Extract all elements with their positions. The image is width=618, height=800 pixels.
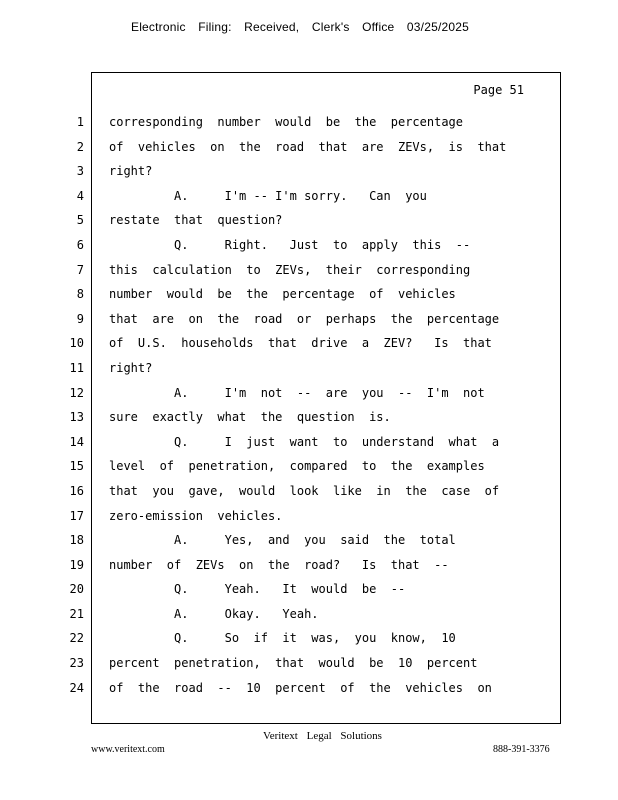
transcript-line: zero-emission vehicles. xyxy=(109,508,283,523)
page-number: Page 51 xyxy=(473,83,524,97)
line-number: 12 xyxy=(69,385,84,400)
line-number: 9 xyxy=(76,311,84,326)
transcript-lines xyxy=(109,110,549,700)
transcript-line: restate that question? xyxy=(109,213,283,228)
transcript-line: of U.S. households that drive a ZEV? Is that xyxy=(109,336,492,351)
line-number: 13 xyxy=(69,410,84,425)
line-number: 2 xyxy=(76,139,84,154)
transcript-line: percent penetration, that would be 10 percent xyxy=(109,656,478,671)
transcript-line: Q. So if it was, you know, 10 xyxy=(109,631,456,646)
line-number: 3 xyxy=(76,164,84,179)
transcript-line: corresponding number would be the percentage xyxy=(109,115,464,129)
line-number: 19 xyxy=(69,557,84,572)
transcript-line: Q. Yeah. It would be -- xyxy=(109,582,406,597)
line-number: 8 xyxy=(76,287,84,302)
line-number: 23 xyxy=(69,656,84,671)
line-number: 5 xyxy=(76,213,84,228)
line-number: 1 xyxy=(76,115,84,129)
transcript-line: A. Okay. Yeah. xyxy=(109,606,319,621)
line-number: 10 xyxy=(69,336,84,351)
footer-company: Veritext Legal Solutions xyxy=(263,730,382,742)
line-number: 20 xyxy=(69,582,84,597)
footer-website: www.veritext.com xyxy=(91,744,165,755)
line-number: 14 xyxy=(69,434,84,449)
transcript-line: Q. Right. Just to apply this -- xyxy=(109,237,471,252)
line-number-column xyxy=(0,110,84,700)
transcript-line: A. I'm -- I'm sorry. Can you xyxy=(109,188,427,203)
line-number: 17 xyxy=(69,508,84,523)
footer-phone: 888-391-3376 xyxy=(493,744,550,755)
line-number: 15 xyxy=(69,459,84,474)
transcript-line: Q. I just want to understand what a xyxy=(109,434,500,449)
transcript-line: right? xyxy=(109,360,153,375)
transcript-line: this calculation to ZEVs, their corresponding xyxy=(109,262,471,277)
line-number: 16 xyxy=(69,483,84,498)
transcript-line: number of ZEVs on the road? Is that -- xyxy=(109,557,449,572)
transcript-line: level of penetration, compared to the examples xyxy=(109,459,485,474)
transcript-line: sure exactly what the question is. xyxy=(109,410,391,425)
line-number: 11 xyxy=(69,360,84,375)
line-number: 6 xyxy=(76,237,84,252)
line-number: 4 xyxy=(76,188,84,203)
transcript-line: that are on the road or perhaps the percentage xyxy=(109,311,500,326)
transcript-line: right? xyxy=(109,164,153,179)
line-number: 22 xyxy=(69,631,84,646)
filing-header: Electronic Filing: Received, Clerk's Office 03/25/2025 xyxy=(130,20,469,34)
transcript-line: A. I'm not -- are you -- I'm not xyxy=(109,385,485,400)
line-number: 7 xyxy=(76,262,84,277)
transcript-line: of vehicles on the road that are ZEVs, is that xyxy=(109,139,507,154)
transcript-line: that you gave, would look like in the case of xyxy=(109,483,500,498)
transcript-line: A. Yes, and you said the total xyxy=(109,533,456,548)
line-number: 18 xyxy=(69,533,84,548)
line-number: 21 xyxy=(69,606,84,621)
line-number: 24 xyxy=(69,680,84,695)
transcript-line: of the road -- 10 percent of the vehicles on xyxy=(109,680,492,695)
transcript-line: number would be the percentage of vehicles xyxy=(109,287,456,302)
